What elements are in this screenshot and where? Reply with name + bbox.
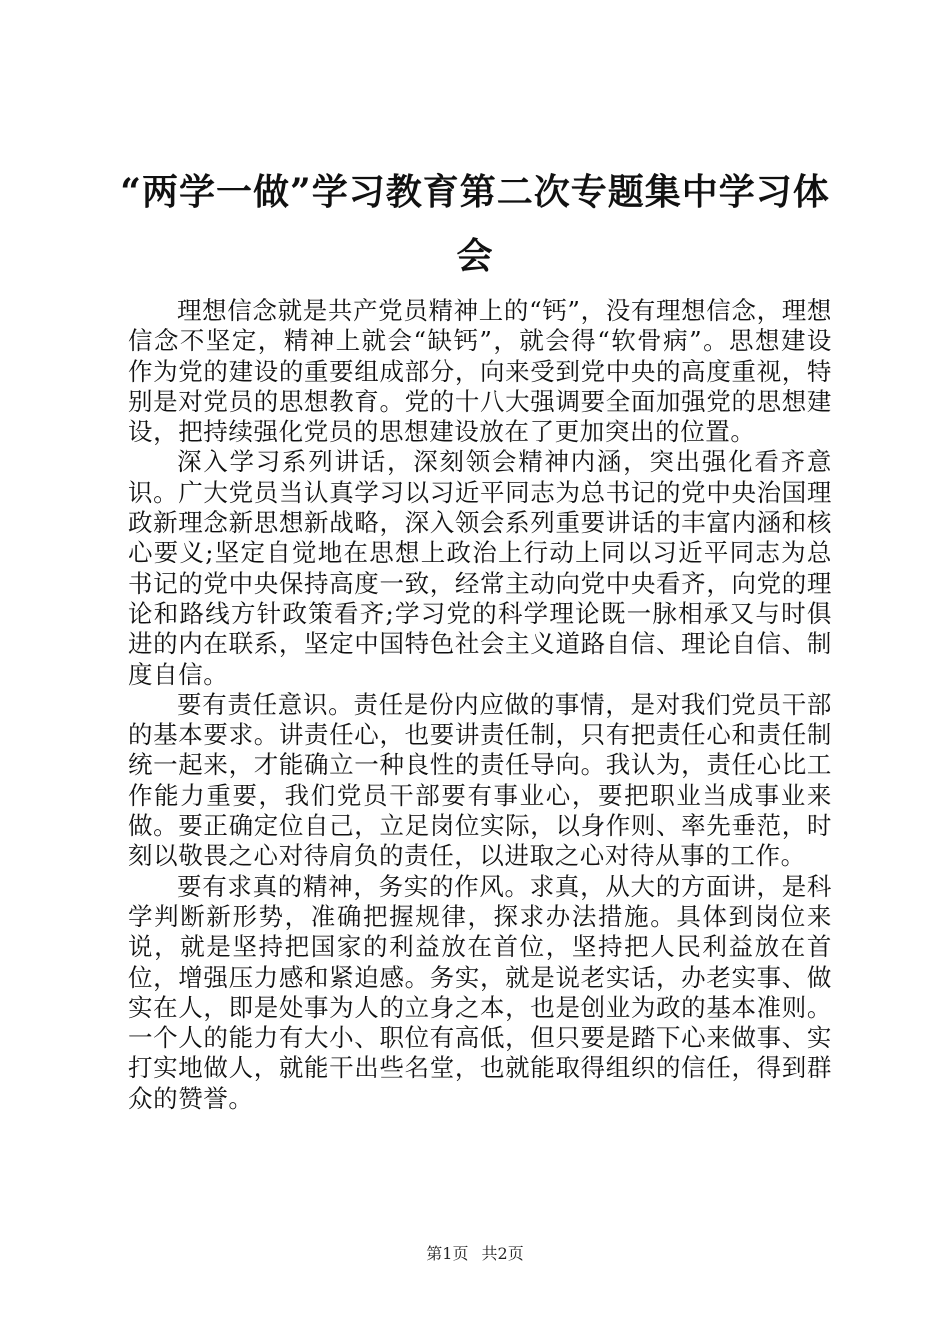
page-footer (0, 1244, 950, 1264)
paragraph-2: 深入学习系列讲话，深刻领会精神内涵，突出强化看齐意识。广大党员当认真学习以习近平同志为总书记的党中央治国理政新理念新思想新战略，深入领会系列重要讲话的丰富内涵和核心要义;坚定自觉地在思想上政治上行动上同以习近平同志为总书记的党中央保持高度一致，经常主动向党中央看齐，向党的理论和路线方针政策看齐;学习党的科学理论既一脉相承又与时俱进的内在联系，坚定中国特色社会主义道路自信、理论自信、制度自信。 (128, 447, 832, 689)
document-title: “两学一做”学习教育第二次专题集中学习体会 (120, 171, 830, 277)
paragraph-1: 理想信念就是共产党员精神上的“钙”，没有理想信念，理想信念不坚定，精神上就会“缺钙”，就会得“软骨病”。思想建设作为党的建设的重要组成部分，向来受到党中央的高度重视，特别是对党员的思想教育。党的十八大强调要全面加强党的思想建设，把持续强化党员的思想建设放在了更加突出的位置。 (128, 296, 832, 447)
paragraph-4: 要有求真的精神，务实的作风。求真，从大的方面讲，是科学判断新形势，准确把握规律，探求办法措施。具体到岗位来说，就是坚持把国家的利益放在首位，坚持把人民利益放在首位，增强压力感和紧迫感。务实，就是说老实话，办老实事、做实在人，即是处事为人的立身之本，也是创业为政的基本准则。一个人的能力有大小、职位有高低，但只要是踏下心来做事、实打实地做人，就能干出些名堂，也就能取得组织的信任，得到群众的赞誉。 (128, 871, 832, 1113)
paragraph-3: 要有责任意识。责任是份内应做的事情，是对我们党员干部的基本要求。讲责任心，也要讲责任制，只有把责任心和责任制统一起来，才能确立一种良性的责任导向。我认为，责任心比工作能力重要，我们党员干部要有事业心，要把职业当成事业来做。要正确定位自己，立足岗位实际，以身作则、率先垂范，时刻以敬畏之心对待肩负的责任，以进取之心对待从事的工作。 (128, 689, 832, 871)
document-body (128, 296, 832, 1114)
page-number: 第1页 (426, 1244, 469, 1263)
page-total: 共2页 (481, 1244, 524, 1263)
